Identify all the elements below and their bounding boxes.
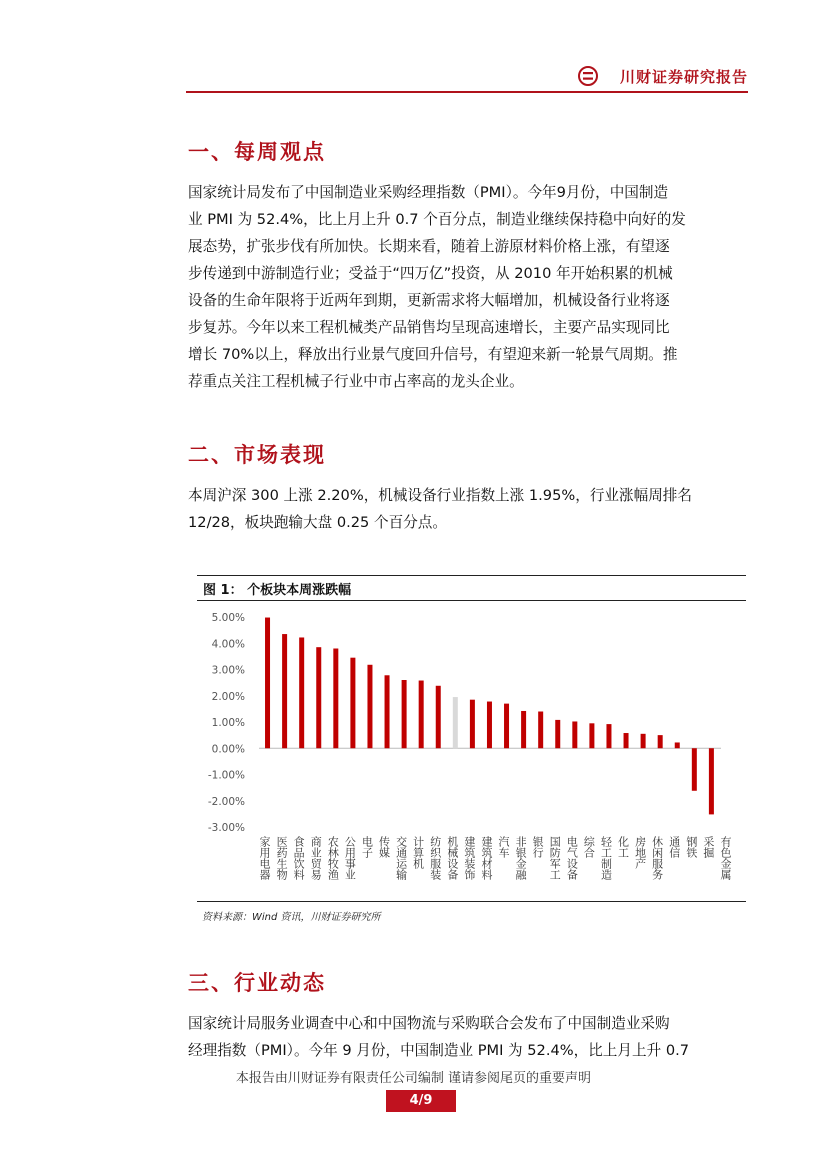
bar-17 <box>555 720 560 748</box>
footer-disclaimer: 本报告由川财证券有限责任公司编制 谨请参阅尾页的重要声明 <box>235 1071 592 1086</box>
x-tick-label: 银行 <box>531 836 545 858</box>
bar-15 <box>521 711 526 748</box>
text-line: 12/28，板块跑输大盘 0.25 个百分点。 <box>188 514 447 531</box>
text-line: 经理指数（PMI）。今年 9 月份，中国制造业 PMI 为 52.4%，比上月上升 0.7 <box>188 1042 690 1059</box>
x-tick-label: 公用事业 <box>343 836 357 880</box>
text-line: 步传递到中游制造行业；受益于“四万亿”投资，从 2010 年开始积累的机械 <box>188 265 673 282</box>
text-line: 步复苏。今年以来工程机械类产品销售均呈现高速增长，主要产品实现同比 <box>188 319 670 336</box>
chuancai-logo-icon <box>578 66 598 86</box>
bar-26 <box>709 748 714 814</box>
bar-5 <box>350 658 355 749</box>
x-tick-label: 医药生物 <box>275 836 289 880</box>
brand-name: 川财证券研究报告 <box>619 68 748 86</box>
bar-4 <box>333 649 338 749</box>
bar-20 <box>606 724 611 748</box>
bar-24 <box>675 742 680 748</box>
figure-title-bar <box>197 575 746 601</box>
bar-6 <box>367 665 372 748</box>
x-tick-label: 建筑材料 <box>479 836 493 880</box>
bar-11 <box>453 697 458 748</box>
y-tick-label: 4.00% <box>211 638 245 651</box>
x-tick-label: 交通运输 <box>394 836 408 880</box>
figure-bottom-rule <box>197 901 746 902</box>
x-tick-label: 家用电器 <box>258 836 272 880</box>
x-tick-label: 电子 <box>360 836 374 858</box>
figure-title: 图 1： 个板块本周涨跌幅 <box>203 583 352 598</box>
y-tick-label: 1.00% <box>211 717 245 729</box>
bar-18 <box>572 721 577 748</box>
section-heading-weekly-view: 一、每周观点 <box>188 140 326 164</box>
x-tick-label: 采掘 <box>701 836 715 858</box>
bar-21 <box>624 733 629 748</box>
x-tick-label: 钢铁 <box>684 836 698 858</box>
bar-25 <box>692 748 697 791</box>
y-tick-label: -3.00% <box>207 822 245 834</box>
x-tick-label: 休闲服务 <box>650 836 664 880</box>
x-tick-label: 纺织服装 <box>428 836 442 880</box>
x-tick-label: 机械设备 <box>445 836 459 880</box>
section-body-weekly-view <box>188 179 746 395</box>
x-tick-label: 综合 <box>582 836 596 858</box>
text-line: 增长 70%以上，释放出行业景气度回升信号，有望迎来新一轮景气周期。推 <box>188 346 678 363</box>
text-line: 展态势，扩张步伐有所加快。长期来看，随着上游原材料价格上涨，有望逐 <box>188 238 670 255</box>
text-line: 设备的生命年限将于近两年到期，更新需求将大幅增加，机械设备行业将逐 <box>188 292 670 309</box>
bar-23 <box>658 735 663 748</box>
bar-1 <box>282 634 287 748</box>
x-tick-label: 汽车 <box>497 836 511 858</box>
x-tick-label: 计算机 <box>411 836 425 869</box>
sector-change-bar-chart <box>197 600 746 900</box>
x-tick-label: 电气设备 <box>565 836 579 880</box>
text-line: 荐重点关注工程机械子行业中市占率高的龙头企业。 <box>188 373 524 390</box>
bar-7 <box>385 675 390 748</box>
y-tick-label: -2.00% <box>207 795 245 808</box>
section-heading-market-performance: 二、市场表现 <box>188 443 326 467</box>
x-tick-label: 化工 <box>616 836 630 858</box>
x-tick-label: 非银金融 <box>514 836 528 880</box>
bar-2 <box>299 637 304 748</box>
x-tick-label: 传媒 <box>377 836 391 858</box>
section-body-market-performance <box>188 482 746 536</box>
page-number: 4/9 <box>386 1090 456 1112</box>
y-tick-label: -1.00% <box>207 769 245 782</box>
bar-19 <box>589 723 594 748</box>
bar-13 <box>487 702 492 749</box>
text-line: 国家统计局服务业调查中心和中国物流与采购联合会发布了中国制造业采购 <box>188 1015 670 1032</box>
text-line: 本周沪深 300 上涨 2.20%，机械设备行业指数上涨 1.95%，行业涨幅周排名 <box>188 487 692 504</box>
figure-source: 资料来源：Wind 资讯，川财证券研究所 <box>202 912 381 923</box>
y-tick-label: 5.00% <box>211 612 245 624</box>
bar-10 <box>436 686 441 748</box>
bar-8 <box>402 680 407 748</box>
y-tick-label: 0.00% <box>211 743 245 756</box>
y-tick-label: 3.00% <box>211 664 245 677</box>
text-line: 国家统计局发布了中国制造业采购经理指数（PMI）。今年9月份，中国制造 <box>188 184 669 201</box>
text-line: 业 PMI 为 52.4%，比上月上升 0.7 个百分点，制造业继续保持稳中向好的发 <box>188 211 686 228</box>
x-tick-label: 有色金属 <box>718 836 732 880</box>
x-tick-label: 轻工制造 <box>599 836 613 880</box>
y-tick-label: 2.00% <box>211 690 245 703</box>
bar-22 <box>641 734 646 748</box>
x-tick-label: 房地产 <box>633 836 647 869</box>
section-body-industry-news <box>188 1010 746 1064</box>
header-divider <box>186 91 748 93</box>
x-tick-label: 商业贸易 <box>309 836 323 880</box>
section-heading-industry-news: 三、行业动态 <box>188 971 326 995</box>
x-tick-label: 建筑装饰 <box>462 836 476 880</box>
page-header <box>186 64 748 92</box>
bar-3 <box>316 647 321 748</box>
x-tick-label: 国防军工 <box>548 836 562 880</box>
x-tick-label: 农林牧渔 <box>326 836 340 880</box>
bar-14 <box>504 704 509 749</box>
x-tick-label: 食品饮料 <box>292 836 306 880</box>
bar-0 <box>265 618 270 749</box>
bar-12 <box>470 700 475 749</box>
bar-9 <box>419 681 424 749</box>
x-tick-label: 通信 <box>667 836 681 858</box>
bar-16 <box>538 712 543 749</box>
